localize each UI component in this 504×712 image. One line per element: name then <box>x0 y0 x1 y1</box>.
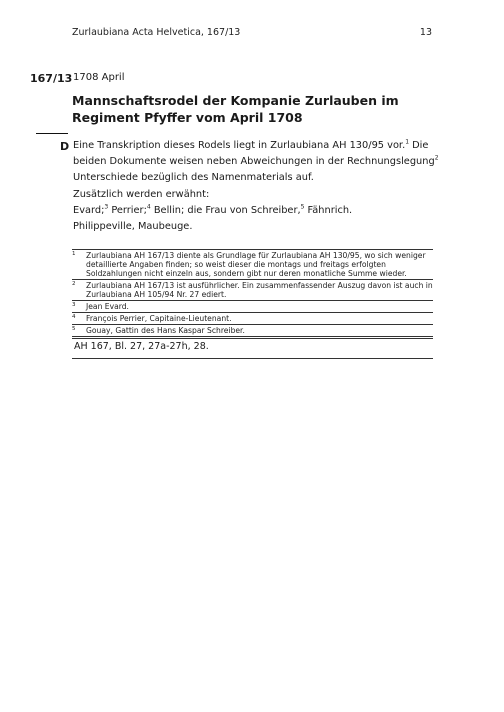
mentions-places: Philippeville, Maubeuge. <box>73 221 193 232</box>
footnote-ref-5[interactable]: 5 <box>300 203 305 211</box>
footnote <box>72 279 433 300</box>
text-span: Evard; <box>73 205 105 216</box>
text-span: Fähnrich. <box>304 205 353 216</box>
footnote <box>72 300 433 312</box>
text-span: Perrier; <box>108 205 147 216</box>
text-span: Unterschiede bezüglich des Namenmaterials auf. <box>73 172 314 183</box>
entry-id: 167/13 <box>30 72 73 85</box>
footnote <box>72 249 433 279</box>
footnote-ref-4[interactable]: 4 <box>146 203 151 211</box>
entry-title: Mannschaftsrodel der Kompanie Zurlauben im Regiment Pfyffer vom April 1708 <box>72 93 399 125</box>
footnote-ref-3[interactable]: 3 <box>104 203 109 211</box>
footnote-number: 2 <box>72 281 76 287</box>
mentions-heading: Zusätzlich werden erwähnt: <box>73 189 210 200</box>
mentions-persons <box>73 203 443 219</box>
footnote-number: 3 <box>72 302 76 308</box>
footnote-text: Jean Evard. <box>86 302 129 311</box>
text-span: Die beiden Dokumente weisen neben Abweichungen in der Rechnungslegung <box>73 140 435 167</box>
footnote-ref-1[interactable]: 1 <box>405 138 410 146</box>
section-rule <box>36 133 68 134</box>
text-span: Eine Transkription dieses Rodels liegt in Zurlaubiana AH 130/95 vor. <box>73 140 406 151</box>
footnote-text: Gouay, Gattin des Hans Kaspar Schreiber. <box>86 326 245 335</box>
footnote-text: Zurlaubiana AH 167/13 ist ausführlicher. Ein zusammenfassender Auszug davon ist auch in Zurlaubiana AH 105/94 Nr. 27 ediert. <box>86 281 433 299</box>
footnotes <box>72 249 433 359</box>
footnote-ref-2[interactable]: 2 <box>434 154 439 162</box>
source-reference: AH 167, Bl. 27, 27a-27h, 28. <box>72 338 433 359</box>
section-marker: D <box>60 140 70 153</box>
footnote-text: Zurlaubiana AH 167/13 diente als Grundlage für Zurlaubiana AH 130/95, wo sich weniger detaillierte Angaben finden; so weist dieser die montags und freitags erfolgten Soldzahlungen nicht einzeln aus, sondern gibt nur deren monatliche Summe wieder. <box>86 251 426 278</box>
page-number: 13 <box>419 27 432 38</box>
footnote <box>72 324 433 337</box>
description-paragraph <box>73 138 443 186</box>
footnote-number: 1 <box>72 251 76 257</box>
footnote-number: 4 <box>72 314 76 320</box>
running-header-title: Zurlaubiana Acta Helvetica, 167/13 <box>72 27 241 38</box>
footnote <box>72 312 433 324</box>
text-span: Bellin; die Frau von Schreiber, <box>150 205 301 216</box>
mentions-paragraph <box>73 187 443 235</box>
footnote-text: François Perrier, Capitaine-Lieutenant. <box>86 314 232 323</box>
entry-date: 1708 April <box>73 72 125 83</box>
footnote-number: 5 <box>72 326 76 332</box>
